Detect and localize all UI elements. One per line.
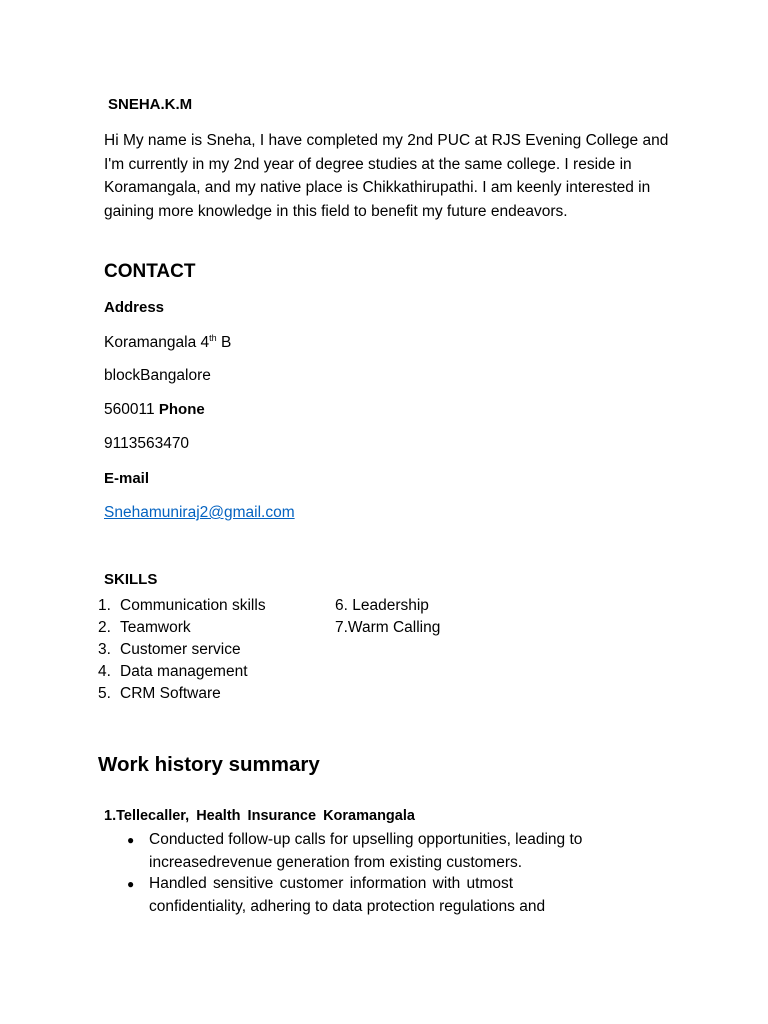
phone-number: 9113563470 [104, 435, 190, 452]
pincode: 560011 [104, 401, 155, 418]
bullet-icon: ● [127, 833, 135, 847]
work-history-heading: Work history summary [98, 753, 320, 776]
contact-heading: CONTACT [104, 261, 196, 282]
intro-paragraph: Hi My name is Sneha, I have completed my 2nd PUC at RJS Evening College and I'm currently in my 2nd year of degree studies at the same college. I reside in Koramangala, and my native place is Chikkathirupathi. I am keenly interested in gaining more knowledge in this field to benefit my future endeavors. [104, 132, 669, 220]
bullet-line: confidentiality, adhering to data protection regulations and [149, 897, 546, 915]
skill-label: CRM Software [120, 685, 221, 702]
skill-number: 4. [98, 663, 111, 680]
skill-item [98, 619, 191, 637]
skill-number: 3. [98, 641, 111, 658]
phone-label: Phone [158, 401, 205, 418]
skill-label: Data management [120, 663, 248, 680]
address-line-1-text: Koramangala 4 [104, 334, 210, 352]
pincode-phone-line [104, 401, 205, 419]
bullet-line: Conducted follow-up calls for upselling opportunities, leading to [149, 831, 583, 848]
bullet-icon: ● [127, 877, 135, 891]
email-label: E-mail [104, 470, 150, 487]
bullet-item [127, 873, 546, 918]
address-line-2: blockBangalore [104, 367, 211, 384]
skill-item-right: 6. Leadership [335, 597, 429, 614]
skill-number: 1. [98, 597, 111, 614]
bullet-line: increasedrevenue generation from existing customers. [149, 853, 523, 871]
candidate-name: SNEHA.K.M [108, 96, 193, 113]
email-link[interactable]: Snehamuniraj2@gmail.com [104, 504, 295, 521]
address-line-1-tail: B [216, 334, 232, 352]
address-label: Address [104, 299, 165, 316]
address-line-1 [104, 333, 231, 352]
skill-item [98, 597, 266, 615]
address-line-1-sup: th [209, 333, 217, 343]
skill-label: Customer service [120, 641, 241, 658]
skill-item [98, 641, 241, 659]
skill-number: 2. [98, 619, 111, 636]
job-title: 1.Tellecaller, Health Insurance Koramangala [104, 808, 415, 824]
skill-item [98, 663, 248, 681]
bullet-line: Handled sensitive customer information with utmost [149, 875, 514, 892]
bullet-item [127, 829, 583, 874]
skill-item-right: 7.Warm Calling [335, 619, 441, 636]
skill-number: 5. [98, 685, 111, 702]
skill-label: Teamwork [120, 619, 191, 636]
skills-heading: SKILLS [104, 571, 158, 588]
skill-label: Communication skills [120, 597, 266, 614]
skill-item [98, 685, 221, 703]
